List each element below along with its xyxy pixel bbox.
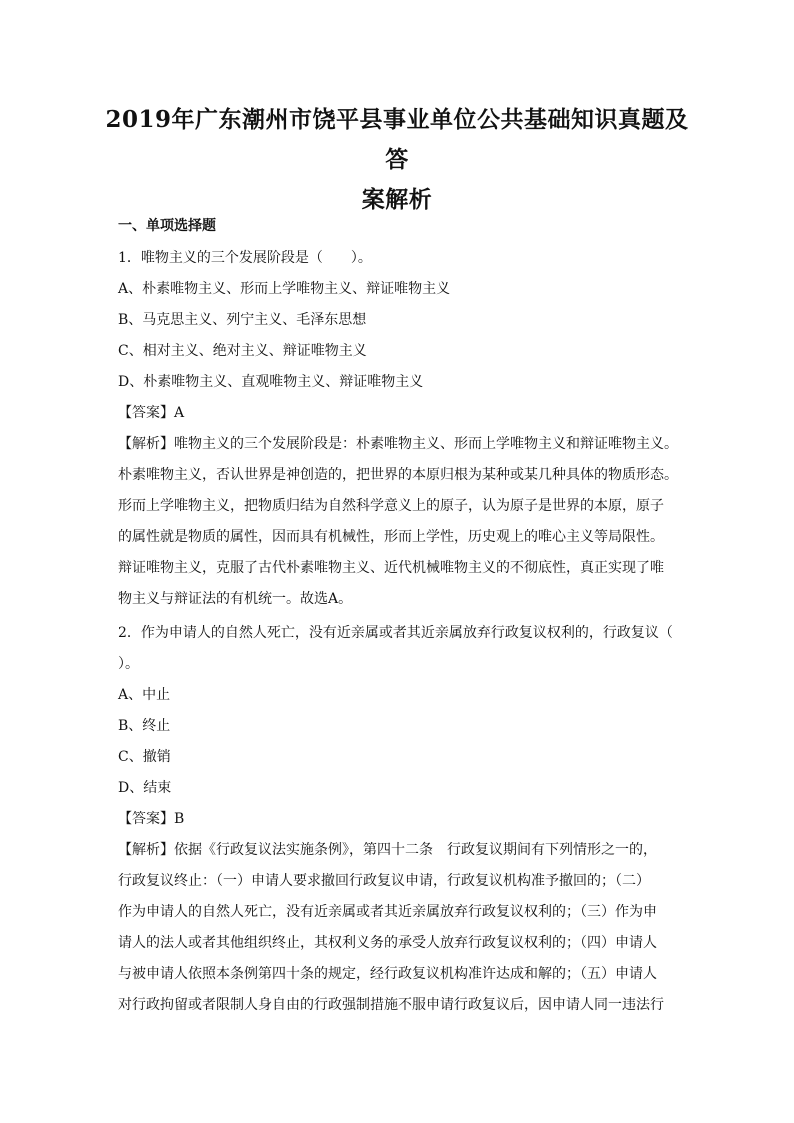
question-2-analysis-line: 作为申请人的自然人死亡，没有近亲属或者其近亲属放弃行政复议权利的；（三）作为申 [118,904,657,920]
question-2-stem-line-2: ）。 [118,656,139,672]
section-heading: 一、单项选择题 [118,218,216,234]
question-1-analysis-line: 辩证唯物主义，克服了古代朴素唯物主义、近代机械唯物主义的不彻底性，真正实现了唯 [118,560,664,576]
question-1-analysis-line: 形而上学唯物主义，把物质归结为自然科学意义上的原子，认为原子是世界的本原，原子 [118,498,664,514]
question-2-analysis-line: 与被申请人依照本条例第四十条的规定，经行政复议机构准许达成和解的；（五）申请人 [118,966,657,982]
question-2-answer: 【答案】B [118,811,185,827]
document-title [100,100,694,220]
question-1-answer: 【答案】A [118,405,185,421]
question-1-option-b: B、马克思主义、列宁主义、毛泽东思想 [118,312,367,328]
title-line-2: 案解析 [361,186,433,213]
question-2-analysis-line: 对行政拘留或者限制人身自由的行政强制措施不服申请行政复议后，因申请人同一违法行 [118,997,664,1013]
question-1-stem: 1．唯物主义的三个发展阶段是（ ）。 [118,250,372,266]
question-2-analysis-line: 【解析】依据《行政复议法实施条例》，第四十二条 行政复议期间有下列情形之一的， [118,842,657,858]
question-1-option-d: D、朴素唯物主义、直观唯物主义、辩证唯物主义 [118,374,424,390]
question-2-stem-line-1: 2．作为申请人的自然人死亡，没有近亲属或者其近亲属放弃行政复议权利的，行政复议（ [118,625,673,641]
question-1-analysis-line: 朴素唯物主义，否认世界是神创造的，把世界的本原归根为某种或某几种具体的物质形态。 [118,467,678,483]
question-2-analysis-line: 行政复议终止：（一）申请人要求撤回行政复议申请，行政复议机构准予撤回的；（二） [118,873,650,889]
question-2-option-b: B、终止 [118,718,171,734]
question-2-analysis-line: 请人的法人或者其他组织终止，其权利义务的承受人放弃行政复议权利的；（四）申请人 [118,935,657,951]
title-line-1: 2019年广东潮州市饶平县事业单位公共基础知识真题及答 [105,106,689,173]
question-1-option-c: C、相对主义、绝对主义、辩证唯物主义 [118,343,367,359]
question-1-option-a: A、朴素唯物主义、形而上学唯物主义、辩证唯物主义 [118,281,451,297]
question-2-option-a: A、中止 [118,687,171,703]
question-2-option-c: C、撤销 [118,749,171,765]
question-1-analysis-line: 【解析】唯物主义的三个发展阶段是：朴素唯物主义、形而上学唯物主义和辩证唯物主义。 [118,436,678,452]
question-1-analysis-line: 的属性就是物质的属性，因而具有机械性，形而上学性，历史观上的唯心主义等局限性。 [118,529,664,545]
question-2-option-d: D、结束 [118,780,172,796]
question-1-analysis-line: 物主义与辩证法的有机统一。故选A。 [118,591,353,607]
